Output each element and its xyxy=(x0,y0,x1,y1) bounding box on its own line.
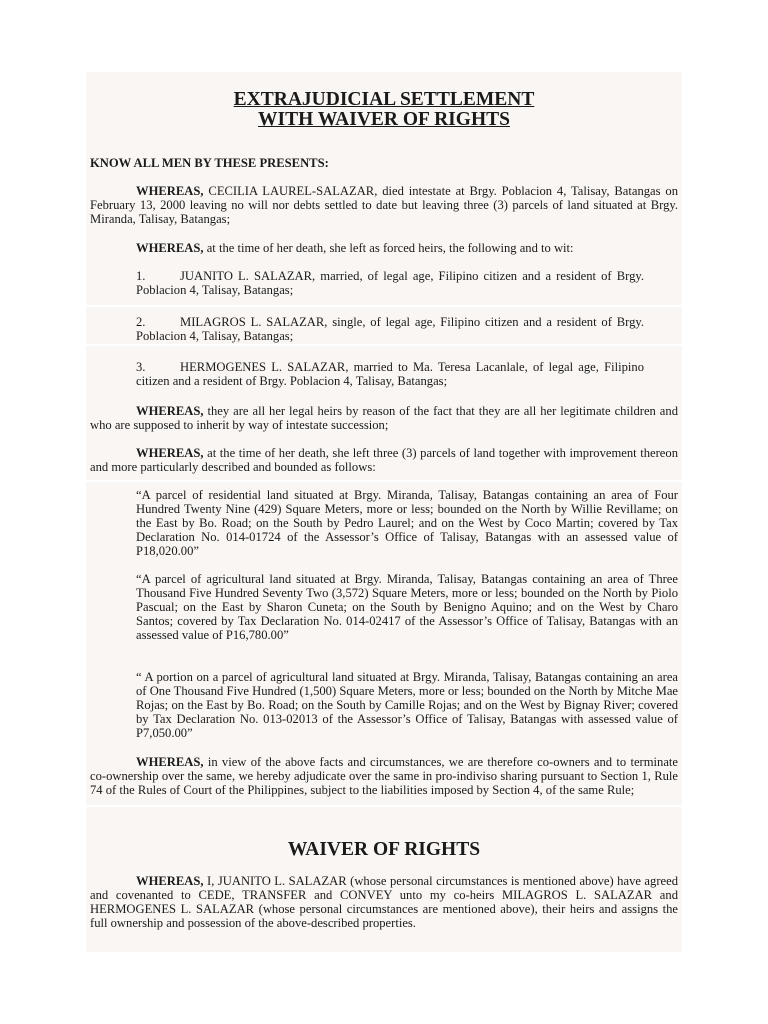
whereas-label: WHEREAS, xyxy=(136,755,204,769)
heir-number: 2. xyxy=(136,315,146,329)
waiver-heading: WAIVER OF RIGHTS xyxy=(287,839,481,860)
parcel-description-1: “A parcel of residential land situated at Brgy. Miranda, Talisay, Batangas containing an area of Four Hundred Twenty Nine (429) Square Meters, more or less; bounded on the North by Willie Revillame; on the East by Bo. Road; on the South by Pedro Laurel; and on the West by Coco Martin; covered by Tax Declaration No. 014-01724 of the Assessor’s Office of Talisay, Batangas with an assessed value of P18,020.00” xyxy=(136,488,678,559)
heir-text: JUANITO L. SALAZAR, married, of legal age, Filipino citizen and a resident of Brgy. Poblacion 4, Talisay, Batangas; xyxy=(136,269,644,298)
opening-line: KNOW ALL MEN BY THESE PRESENTS: xyxy=(90,156,329,170)
heir-number: 3. xyxy=(136,360,146,374)
parcel-description-2: “A parcel of agricultural land situated at Brgy. Miranda, Talisay, Batangas containing an area of Three Thousand Five Hundred Seventy Two (3,572) Square Meters, more or less; bounded on the North by Piolo Pascual; on the East by Sharon Cuneta; on the South by Benigno Aquino; and on the West by Charo Santos; covered by Tax Declaration No. 014-02417 of the Assessor’s Office of Talisay, Batangas with an assessed value of P16,780.00” xyxy=(136,572,678,643)
paragraph-text: they are all her legal heirs by reason of the fact that they are all her legitimate children and who are supposed to inherit by way of intestate succession; xyxy=(90,404,678,433)
document-subtitle: WITH WAIVER OF RIGHTS xyxy=(258,109,510,130)
whereas-label: WHEREAS, xyxy=(136,446,204,460)
paragraph-text: in view of the above facts and circumstances, we are therefore co-owners and to terminate co-ownership over the same, we hereby adjudicate over the same in pro-indiviso sharing pursuant to Section 1, Rule 74 of the Rules of Court of the Philippines, subject to the liabilities imposed by Section 4, of the same Rule; xyxy=(90,755,678,798)
page-divider xyxy=(86,480,682,482)
whereas-label: WHEREAS, xyxy=(136,241,204,255)
heir-item-3 xyxy=(136,360,644,388)
heir-number: 1. xyxy=(136,269,146,283)
whereas-label: WHEREAS, xyxy=(136,404,204,418)
heir-text: MILAGROS L. SALAZAR, single, of legal age, Filipino citizen and a resident of Brgy. Poblacion 4, Talisay, Batangas; xyxy=(136,315,644,344)
page-divider xyxy=(86,805,682,807)
heir-text: HERMOGENES L. SALAZAR, married to Ma. Teresa Lacanlale, of legal age, Filipino citizen and a resident of Brgy. Poblacion 4, Talisay, Batangas; xyxy=(136,360,644,389)
whereas-paragraph-3 xyxy=(90,404,678,432)
whereas-paragraph-2 xyxy=(90,241,678,255)
page-divider xyxy=(86,344,682,346)
waiver-paragraph xyxy=(90,874,678,930)
document-title: EXTRAJUDICIAL SETTLEMENT xyxy=(233,89,535,110)
whereas-label: WHEREAS, xyxy=(136,874,204,888)
whereas-paragraph-1 xyxy=(90,184,678,226)
whereas-paragraph-4 xyxy=(90,446,678,474)
paragraph-text: at the time of her death, she left three (3) parcels of land together with improvement thereon and more particularly described and bounded as follows: xyxy=(90,446,678,475)
paragraph-text: at the time of her death, she left as forced heirs, the following and to wit: xyxy=(206,241,574,255)
page-divider xyxy=(86,305,682,307)
paragraph-text: CECILIA LAUREL-SALAZAR, died intestate at Brgy. Poblacion 4, Talisay, Batangas on February 13, 2000 leaving no will nor debts settled to date but leaving three (3) parcels of land situated at Brgy. Miranda, Talisay, Batangas; xyxy=(90,184,678,227)
paragraph-text: I, JUANITO L. SALAZAR (whose personal circumstances is mentioned above) have agreed and covenanted to CEDE, TRANSFER and CONVEY unto my co-heirs MILAGROS L. SALAZAR and HERMOGENES L. SALAZAR (whose personal circumstances are mentioned above), their heirs and assigns the full ownership and possession of the above-described properties. xyxy=(90,874,678,931)
whereas-paragraph-5 xyxy=(90,755,678,797)
heir-item-2 xyxy=(136,315,644,343)
parcel-description-3: “ A portion on a parcel of agricultural land situated at Brgy. Miranda, Talisay, Batangas containing an area of One Thousand Five Hundred (1,500) Square Meters, more or less; bounded on the North by Mitche Mae Rojas; on the East by Bo. Road; on the South by Camille Rojas; and on the West by Bignay River; covered by Tax Declaration No. 013-02013 of the Assessor’s Office of Talisay, Batangas with assessed value of P7,050.00” xyxy=(136,670,678,741)
whereas-label: WHEREAS, xyxy=(136,184,204,198)
heir-item-1 xyxy=(136,269,644,297)
